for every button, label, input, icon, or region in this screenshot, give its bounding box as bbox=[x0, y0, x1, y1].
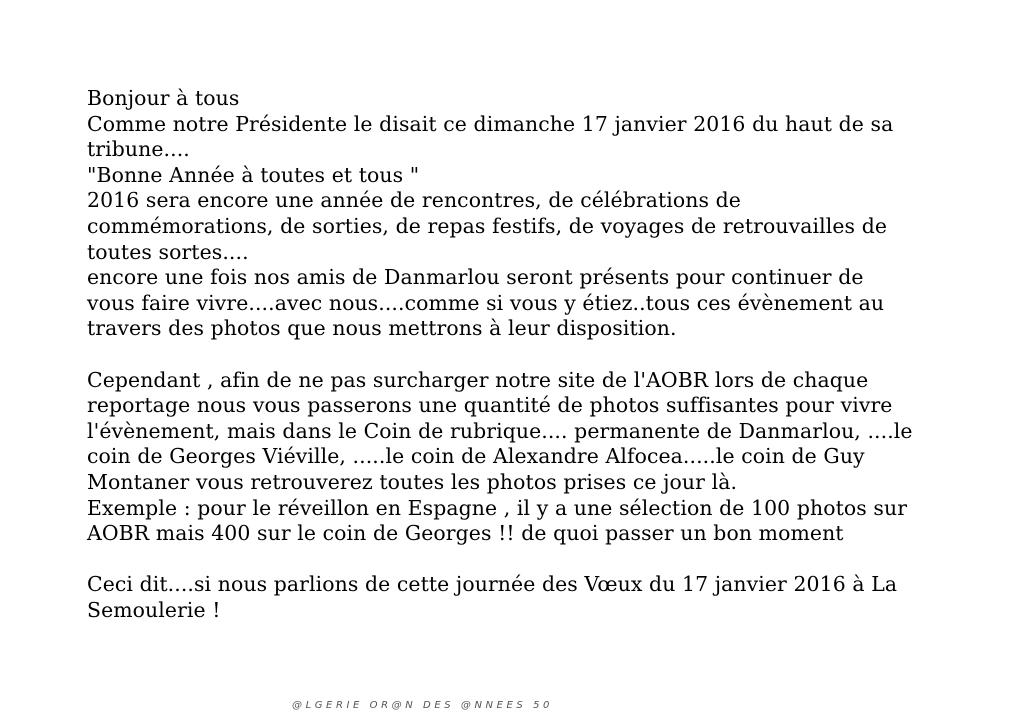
text-line: toutes sortes.... bbox=[87, 239, 249, 264]
text-line: Comme notre Présidente le disait ce dimanche 17 janvier 2016 du haut de sa bbox=[87, 111, 894, 136]
text-line: tribune.... bbox=[87, 137, 190, 162]
paragraph-spacer bbox=[87, 547, 987, 573]
text-line: reportage nous vous passerons une quantité de photos suffisantes pour vivre bbox=[87, 393, 893, 418]
text-line: l'évènement, mais dans le Coin de rubrique.... permanente de Danmarlou, ....le bbox=[87, 418, 913, 443]
footer-watermark: @ L G E R I E O R @ N D E S @ N N E E S 5 0 bbox=[292, 700, 550, 711]
letter-body bbox=[87, 86, 987, 623]
text-line: commémorations, de sorties, de repas festifs, de voyages de retrouvailles de bbox=[87, 213, 888, 238]
text-line: Exemple : pour le réveillon en Espagne , il y a une sélection de 100 photos sur bbox=[87, 495, 908, 520]
text-line: Montaner vous retrouverez toutes les photos prises ce jour là. bbox=[87, 469, 738, 494]
text-line: Semoulerie ! bbox=[87, 597, 221, 622]
text-line: Cependant , afin de ne pas surcharger notre site de l'AOBR lors de chaque bbox=[87, 367, 869, 392]
text-line: coin de Georges Viéville, .....le coin de Alexandre Alfocea.....le coin de Guy bbox=[87, 444, 865, 469]
text-line: 2016 sera encore une année de rencontres, de célébrations de bbox=[87, 188, 741, 213]
text-line: encore une fois nos amis de Danmarlou seront présents pour continuer de bbox=[87, 265, 864, 290]
text-line: AOBR mais 400 sur le coin de Georges !! de quoi passer un bon moment bbox=[87, 521, 844, 546]
paragraph-photos bbox=[87, 368, 987, 547]
paragraph-greeting bbox=[87, 86, 987, 342]
text-line: "Bonne Année à toutes et tous " bbox=[87, 162, 420, 187]
text-line: Bonjour à tous bbox=[87, 86, 240, 110]
text-line: travers des photos que nous mettrons à leur disposition. bbox=[87, 316, 677, 341]
text-line: Ceci dit....si nous parlions de cette journée des Vœux du 17 janvier 2016 à La bbox=[87, 572, 898, 597]
paragraph-spacer bbox=[87, 342, 987, 368]
text-line: vous faire vivre....avec nous....comme si vous y étiez..tous ces évènement au bbox=[87, 290, 885, 315]
paragraph-closing bbox=[87, 572, 987, 623]
